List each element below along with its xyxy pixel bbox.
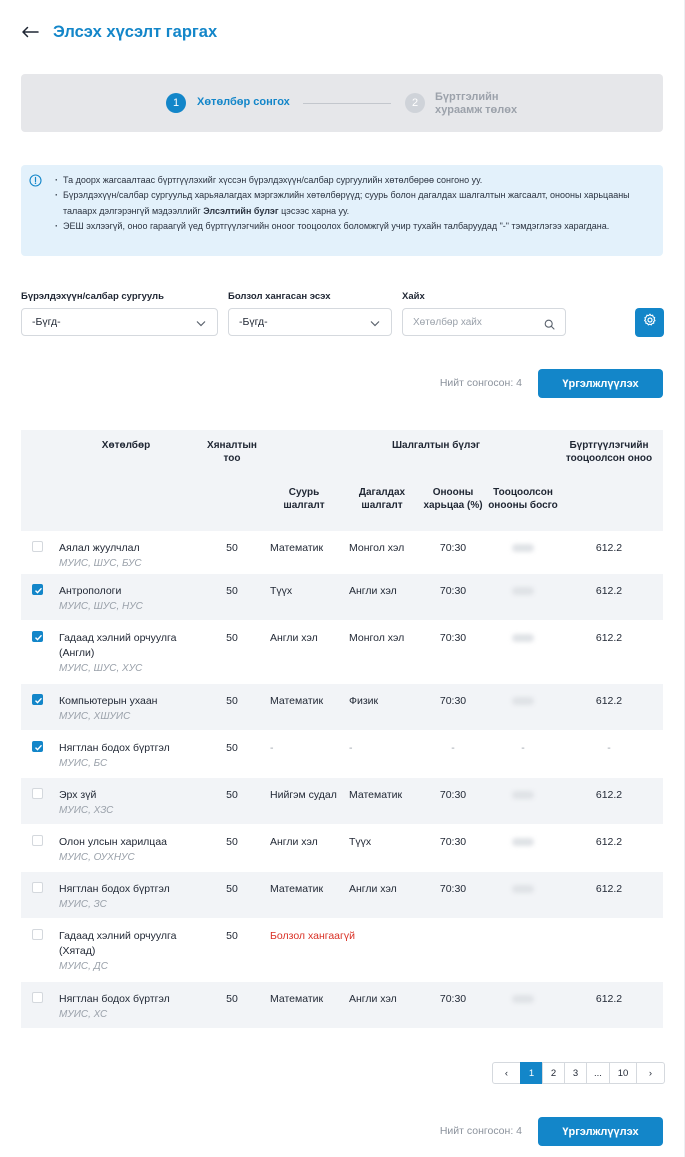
next-page-button[interactable]: › — [636, 1062, 665, 1084]
step-1-label: Хөтөлбөр сонгох — [197, 96, 290, 108]
applicant-score-value: 612.2 — [595, 585, 623, 597]
school-select[interactable] — [21, 308, 218, 336]
threshold-value — [483, 694, 563, 709]
base-exam-value: - — [270, 742, 274, 754]
col-program: Хөтөлбөр — [101, 440, 151, 451]
col-exams: Шалгалтын бүлэг — [391, 440, 481, 451]
applicant-score-value: 612.2 — [595, 632, 623, 644]
search-box — [402, 308, 566, 336]
applicant-score-value: 612.2 — [595, 695, 623, 707]
capacity-value: 50 — [226, 695, 238, 707]
program-schools: МУИС, ХС — [59, 1009, 108, 1020]
threshold-value — [483, 992, 563, 1007]
col-extra-exam: Дагалдах шалгалт — [358, 487, 406, 511]
capacity-value: 50 — [226, 789, 238, 801]
capacity-value: 50 — [226, 585, 238, 597]
program-schools: МУИС, БС — [59, 758, 108, 769]
ratio-value: - — [451, 742, 455, 754]
base-exam-value: Математик — [270, 695, 324, 707]
capacity-value: 50 — [226, 930, 238, 942]
eligibility-filter-label: Болзол хангасан эсэх — [228, 291, 331, 302]
eligibility-select[interactable] — [228, 308, 392, 336]
table-row[interactable] — [21, 684, 663, 731]
table-row[interactable] — [21, 574, 663, 621]
table-row[interactable] — [21, 872, 663, 919]
threshold-value: - — [521, 742, 525, 754]
row-checkbox[interactable] — [32, 929, 43, 940]
row-checkbox[interactable] — [32, 788, 43, 799]
program-name: Олон улсын харилцаа — [59, 836, 168, 848]
base-exam-value: Математик — [270, 993, 324, 1005]
search-input[interactable] — [413, 315, 538, 330]
table-row[interactable] — [21, 531, 663, 574]
base-exam-value: Түүх — [270, 585, 293, 597]
col-threshold: Тооцоолсон онооны босго — [488, 487, 558, 511]
school-filter-label: Бүрэлдэхүүн/салбар сургууль — [21, 291, 164, 302]
base-exam-value: Математик — [270, 542, 324, 554]
ratio-value: 70:30 — [439, 789, 467, 801]
row-checkbox[interactable] — [32, 631, 43, 642]
table-row[interactable] — [21, 982, 663, 1029]
base-exam-value: Англи хэл — [270, 632, 318, 644]
program-schools: МУИС, ЗС — [59, 899, 107, 910]
continue-button[interactable]: Үргэлжлүүлэх — [538, 369, 663, 398]
threshold-value — [483, 882, 563, 897]
table-row[interactable] — [21, 621, 663, 684]
extra-exam-value: Физик — [349, 695, 379, 707]
ratio-value: 70:30 — [439, 883, 467, 895]
extra-exam-value: Монгол хэл — [349, 632, 405, 644]
threshold-value — [483, 835, 563, 850]
extra-exam-value: Түүх — [349, 836, 372, 848]
ratio-value: 70:30 — [439, 542, 467, 554]
extra-exam-value: Монгол хэл — [349, 542, 405, 554]
action-row-bottom — [21, 1117, 663, 1146]
threshold-value — [483, 788, 563, 803]
extra-exam-value: Англи хэл — [349, 993, 397, 1005]
capacity-value: 50 — [226, 836, 238, 848]
prev-page-button[interactable]: ‹ — [492, 1062, 521, 1084]
row-checkbox[interactable] — [32, 741, 43, 752]
col-capacity: Хяналтын тоо — [207, 440, 257, 464]
program-name: Компьютерын ухаан — [59, 695, 158, 707]
school-select-value: -Бүгд- — [32, 316, 61, 328]
base-exam-value: Нийгэм судал — [270, 789, 337, 801]
program-name: Гадаад хэлний орчуулга (Хятад) — [59, 930, 177, 957]
step-2-number: 2 — [405, 93, 425, 113]
settings-button[interactable] — [635, 308, 664, 337]
eligibility-select-value: -Бүгд- — [239, 316, 268, 328]
program-name: Нягтлан бодох бүртгэл — [59, 883, 170, 895]
info-icon — [29, 174, 42, 192]
step-connector — [303, 103, 391, 104]
info-box — [21, 165, 663, 256]
ratio-value: 70:30 — [439, 632, 467, 644]
program-name: Эрх зүй — [59, 789, 97, 801]
applicant-score-value: 612.2 — [595, 883, 623, 895]
page-title: Элсэх хүсэлт гаргах — [53, 22, 218, 41]
program-name: Нягтлан бодох бүртгэл — [59, 742, 170, 754]
info-list — [55, 173, 655, 235]
applicant-score-value: 612.2 — [595, 789, 623, 801]
program-schools: МУИС, ДС — [59, 961, 108, 972]
page-3-button[interactable]: 3 — [564, 1062, 587, 1084]
col-ratio: Онооны харьцаа (%) — [423, 487, 483, 511]
base-exam-value: Англи хэл — [270, 836, 318, 848]
col-applicant-score: Бүртгүүлэгчийн тооцоолсон оноо — [565, 440, 653, 464]
table-row[interactable] — [21, 825, 663, 872]
applicant-score-value: - — [607, 742, 611, 754]
table-row[interactable] — [21, 731, 663, 778]
program-schools: МУИС, ОУХНУС — [59, 852, 135, 863]
extra-exam-value: Математик — [349, 789, 403, 801]
table-row[interactable] — [21, 919, 663, 982]
program-schools: МУИС, ШУС, ХУС — [59, 663, 143, 674]
program-table — [21, 430, 663, 1029]
continue-button[interactable]: Үргэлжлүүлэх — [538, 1117, 663, 1146]
program-schools: МУИС, ШУС, БУС — [59, 558, 142, 569]
program-name: Аялал жуулчлал — [59, 542, 140, 554]
stepper — [21, 74, 663, 132]
capacity-value: 50 — [226, 883, 238, 895]
extra-exam-value: - — [349, 742, 353, 754]
chevron-down-icon — [370, 318, 380, 330]
step-2-label: Бүртгэлийн хураамж төлөх — [435, 91, 518, 116]
row-checkbox[interactable] — [32, 584, 43, 595]
program-schools: МУИС, ХЗС — [59, 805, 114, 816]
capacity-value: 50 — [226, 542, 238, 554]
row-checkbox[interactable] — [32, 541, 43, 552]
program-name: Гадаад хэлний орчуулга (Англи) — [59, 632, 177, 659]
selected-count: Нийт сонгосон: 4 — [439, 377, 522, 389]
program-name: Нягтлан бодох бүртгэл — [59, 993, 170, 1005]
extra-exam-value: Англи хэл — [349, 883, 397, 895]
capacity-value: 50 — [226, 632, 238, 644]
row-checkbox[interactable] — [32, 992, 43, 1003]
selected-count: Нийт сонгосон: 4 — [439, 1125, 522, 1137]
program-schools: МУИС, ШУС, НУС — [59, 601, 143, 612]
back-arrow-icon[interactable] — [21, 20, 41, 44]
base-exam-value: Математик — [270, 883, 324, 895]
ineligible-status: Болзол хангаагүй — [270, 930, 355, 942]
page-1-button[interactable]: 1 — [520, 1062, 543, 1084]
info-line-2: · Бүрэлдэхүүн/салбар сургуульд харьяалагдах мэргэжлийн хөтөлбөрүүд; суурь болон дагалдах шалгалтын жагсаалт, онооны харьцааны талаарх дэлгэрэнгүй мэдээллийг Элсэлтийн булэг цэсээс харна уу. — [55, 188, 655, 219]
chevron-down-icon — [196, 318, 206, 330]
page-header — [21, 18, 217, 46]
pagination — [492, 1062, 665, 1084]
row-checkbox[interactable] — [32, 694, 43, 705]
ratio-value: 70:30 — [439, 585, 467, 597]
threshold-value — [483, 631, 563, 646]
capacity-value: 50 — [226, 993, 238, 1005]
ratio-value: 70:30 — [439, 993, 467, 1005]
applicant-score-value: 612.2 — [595, 836, 623, 848]
applicant-score-value: 612.2 — [595, 993, 623, 1005]
ratio-value: 70:30 — [439, 695, 467, 707]
search-icon[interactable] — [544, 317, 555, 335]
program-schools: МУИС, ХШУИС — [59, 711, 131, 722]
threshold-value — [483, 541, 563, 556]
program-name: Антропологи — [59, 585, 122, 597]
table-row[interactable] — [21, 778, 663, 825]
extra-exam-value: Англи хэл — [349, 585, 397, 597]
col-base-exam: Суурь шалгалт — [283, 487, 325, 511]
threshold-value — [483, 584, 563, 599]
page-10-button[interactable]: 10 — [609, 1062, 637, 1084]
info-line-1: · Та доорх жагсаалтаас бүртгүүлэхийг хүссэн бүрэлдэхүүн/салбар сургуулийн хөтөлбөрөө сонгоно уу. — [55, 173, 655, 188]
search-label: Хайх — [402, 291, 425, 302]
table-header — [21, 430, 663, 531]
capacity-value: 50 — [226, 742, 238, 754]
page-2-button[interactable]: 2 — [542, 1062, 565, 1084]
table-body — [21, 531, 663, 1029]
info-line-3: · ЭЕШ эхлээгүй, оноо гараагүй үед бүртгүүлэгчийн оноог тооцоолох боломжгүй учир тухайн талбаруудад "-" тэмдэглэгээ харагдана. — [55, 219, 655, 234]
gear-icon — [643, 313, 657, 332]
info-link-text: Элсэлтийн булэг — [203, 205, 279, 216]
page-ellipsis: ... — [586, 1062, 610, 1084]
row-checkbox[interactable] — [32, 835, 43, 846]
action-row-top — [21, 369, 663, 398]
applicant-score-value: 612.2 — [595, 542, 623, 554]
step-1-number: 1 — [166, 93, 186, 113]
ratio-value: 70:30 — [439, 836, 467, 848]
row-checkbox[interactable] — [32, 882, 43, 893]
